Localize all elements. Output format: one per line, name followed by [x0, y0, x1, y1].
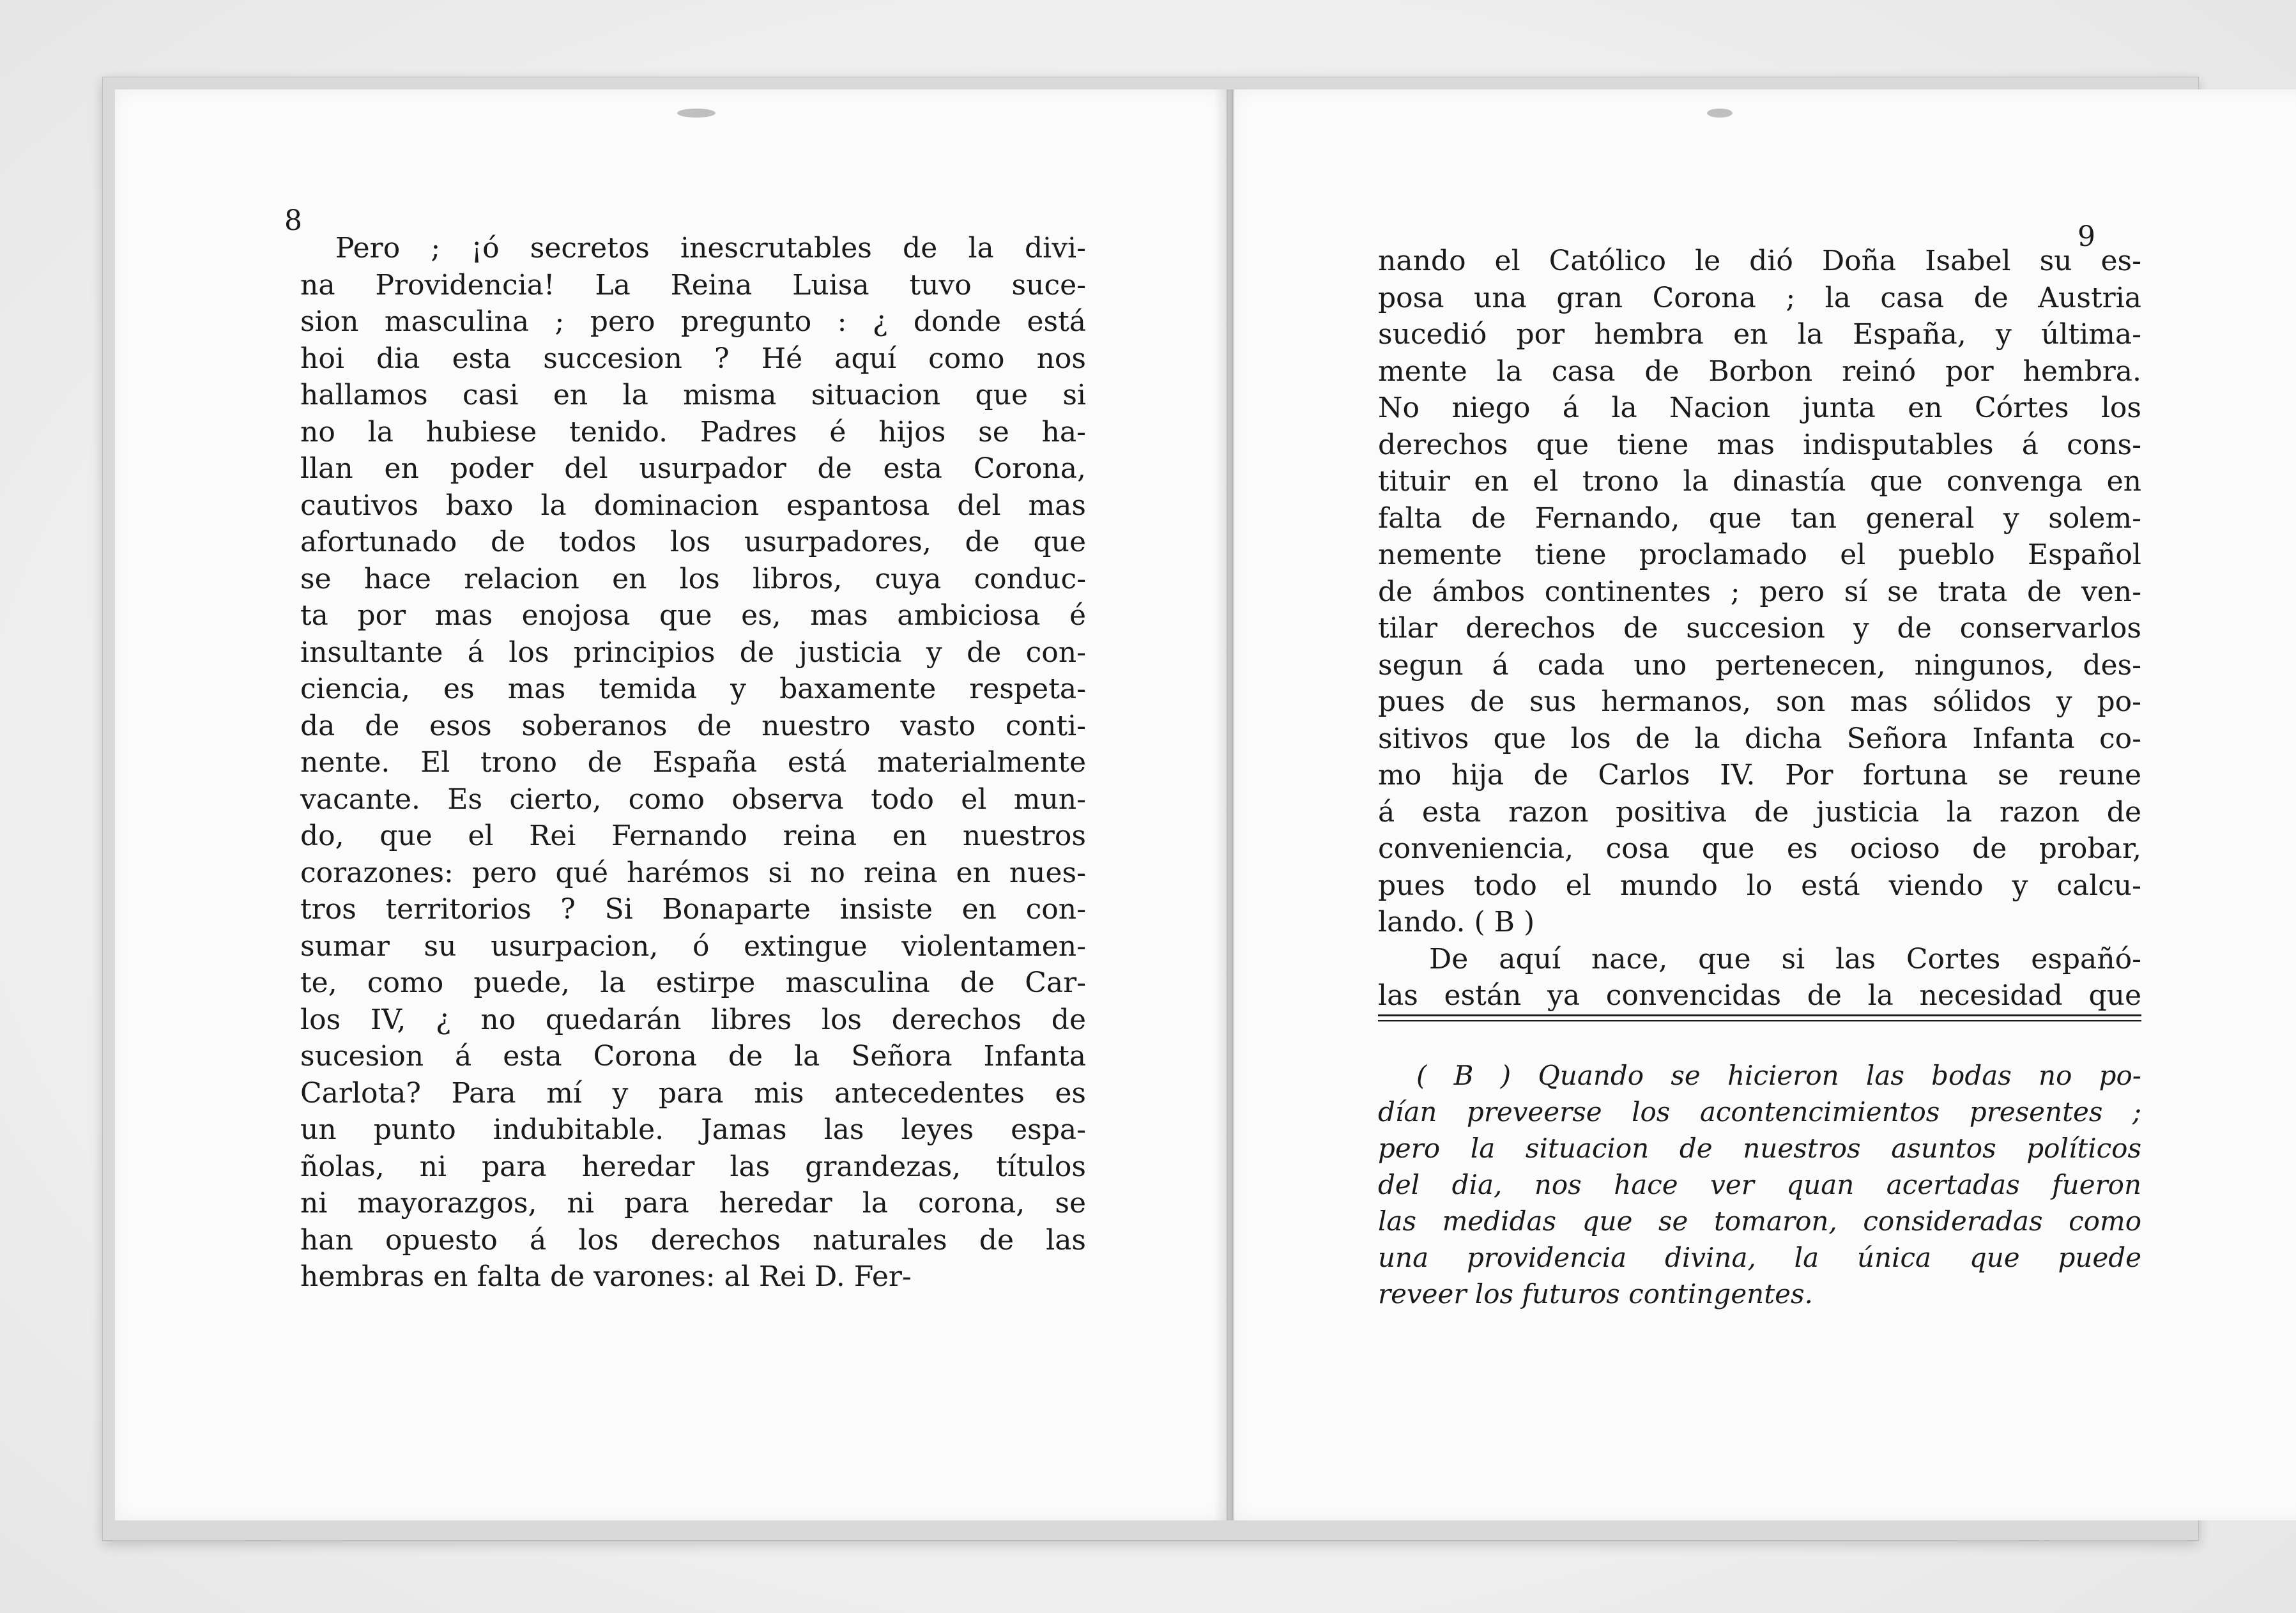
text-line: sucesion á esta Corona de la Señora Infanta: [300, 1040, 1086, 1073]
text-line: ta por mas enojosa que es, mas ambiciosa é: [300, 599, 1086, 632]
text-line: hoi dia esta succesion ? Hé aquí como nos: [300, 342, 1086, 375]
text-line: sion masculina ; pero pregunto : ¿ donde está: [300, 305, 1086, 338]
text-line: conveniencia, cosa que es ocioso de probar,: [1378, 832, 2141, 865]
text-line: nando el Católico le dió Doña Isabel su es-: [1378, 245, 2141, 277]
text-line: se hace relacion en los libros, cuya conduc-: [300, 562, 1086, 595]
text-line: Pero ; ¡ó secretos inescrutables de la divi-: [335, 232, 1086, 264]
text-line: lando. ( B ): [1378, 906, 1535, 938]
text-line: sucedió por hembra en la España, y última-: [1378, 318, 2141, 351]
left-page-text: [300, 230, 1086, 1296]
text-line: ciencia, es mas temida y baxamente respeta-: [300, 673, 1086, 705]
footnote: [1378, 1057, 2141, 1312]
text-line: De aquí nace, que si las Cortes españó-: [1429, 942, 2141, 975]
left-page-number: 8: [284, 204, 303, 237]
text-line: sitivos que los de la dicha Señora Infanta co-: [1378, 722, 2141, 755]
text-line: derechos que tiene mas indisputables á cons-: [1378, 428, 2141, 461]
text-line: posa una gran Corona ; la casa de Austria: [1378, 281, 2141, 314]
text-line: afortunado de todos los usurpadores, de que: [300, 526, 1086, 558]
paper-mark: [677, 109, 716, 118]
text-line: na Providencia! La Reina Luisa tuvo suce-: [300, 268, 1086, 302]
left-page: [115, 89, 1228, 1520]
text-line: nemente tiene proclamado el pueblo Español: [1378, 539, 2141, 571]
right-page: [1233, 89, 2296, 1520]
text-line: cautivos baxo la dominacion espantosa del mas: [300, 489, 1086, 522]
text-line: una providencia divina, la única que puede: [1378, 1242, 2141, 1273]
text-line: tros territorios ? Si Bonaparte insiste en con-: [300, 893, 1086, 926]
text-line: corazones: pero qué harémos si no reina en nues-: [300, 856, 1086, 889]
text-line: hallamos casi en la misma situacion que si: [300, 379, 1086, 411]
text-line: pues de sus hermanos, son mas sólidos y po-: [1378, 685, 2141, 718]
text-line: las están ya convencidas de la necesidad que: [1378, 979, 2141, 1012]
right-page-text: [1378, 243, 2141, 1014]
text-line: nente. El trono de España está materialmente: [300, 746, 1086, 779]
text-line: tituir en el trono la dinastía que convenga en: [1378, 465, 2141, 498]
text-line: un punto indubitable. Jamas las leyes espa-: [300, 1113, 1086, 1146]
text-line: falta de Fernando, que tan general y solem-: [1378, 501, 2141, 535]
text-line: ni mayorazgos, ni para heredar la corona, se: [300, 1187, 1086, 1219]
text-line: han opuesto á los derechos naturales de las: [300, 1223, 1086, 1257]
text-line: vacante. Es cierto, como observa todo el mun-: [300, 783, 1086, 816]
text-line: insultante á los principios de justicia y de con-: [300, 636, 1086, 669]
text-line: da de esos soberanos de nuestro vasto conti-: [300, 709, 1086, 742]
text-line: no la hubiese tenido. Padres é hijos se ha-: [300, 415, 1086, 448]
text-line: dían preveerse los acontencimientos presentes ;: [1378, 1096, 2141, 1128]
text-line: ( B ) Quando se hicieron las bodas no po-: [1416, 1060, 2141, 1091]
open-book: [96, 64, 2198, 1552]
text-line: pues todo el mundo lo está viendo y calcu-: [1378, 869, 2141, 902]
text-line: llan en poder del usurpador de esta Corona,: [300, 452, 1086, 485]
right-page-number: 9: [2078, 220, 2096, 253]
text-line: Carlota? Para mí y para mis antecedentes es: [300, 1076, 1086, 1110]
text-line: mo hija de Carlos IV. Por fortuna se reune: [1378, 759, 2141, 791]
text-line: los IV, ¿ no quedarán libres los derechos de: [300, 1003, 1086, 1036]
text-line: No niego á la Nacion junta en Córtes los: [1378, 392, 2141, 424]
text-line: tilar derechos de succesion y de conservarlos: [1378, 612, 2141, 645]
text-line: segun á cada uno pertenecen, ningunos, des-: [1378, 648, 2141, 682]
text-line: del dia, nos hace ver quan acertadas fueron: [1378, 1169, 2141, 1200]
text-line: mente la casa de Borbon reinó por hembra.: [1378, 355, 2141, 388]
text-line: las medidas que se tomaron, consideradas como: [1378, 1205, 2141, 1237]
text-line: pero la situacion de nuestros asuntos políticos: [1378, 1133, 2141, 1164]
text-rule: [1378, 1014, 2141, 1021]
text-line: sumar su usurpacion, ó extingue violentamen-: [300, 929, 1086, 963]
text-line: ñolas, ni para heredar las grandezas, títulos: [300, 1150, 1086, 1183]
text-line: á esta razon positiva de justicia la razon de: [1378, 795, 2141, 829]
text-line: reveer los futuros contingentes.: [1378, 1278, 1813, 1310]
text-line: do, que el Rei Fernando reina en nuestros: [300, 820, 1086, 852]
paper-mark: [1707, 109, 1733, 118]
text-line: de ámbos continentes ; pero sí se trata de ven-: [1378, 575, 2141, 608]
text-line: te, como puede, la estirpe masculina de Car-: [300, 967, 1086, 999]
text-line: hembras en falta de varones: al Rei D. Fer-: [300, 1260, 912, 1293]
